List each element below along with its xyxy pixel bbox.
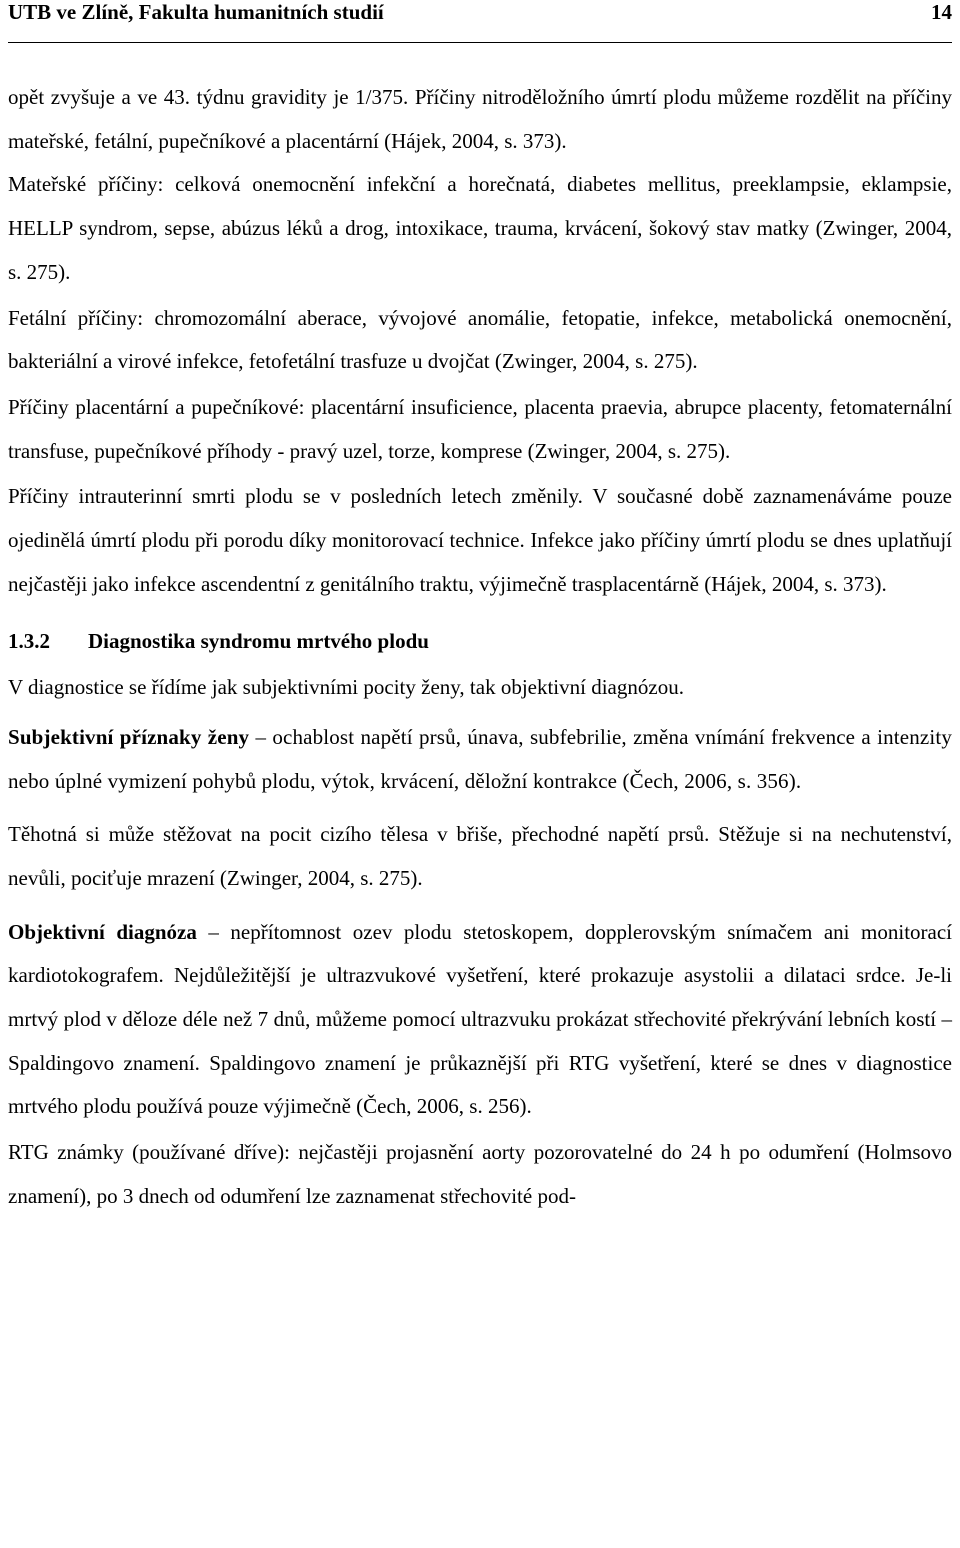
paragraph-diagnosis-intro: V diagnostice se řídíme jak subjektivními pocity ženy, tak objektivní diagnózou. bbox=[8, 675, 684, 700]
section-title: Diagnostika syndromu mrtvého plodu bbox=[88, 629, 429, 654]
objective-label: Objektivní diagnóza bbox=[8, 919, 197, 944]
paragraph-objective-diagnosis bbox=[8, 911, 952, 1130]
paragraph-fetal-causes: Fetální příčiny: chromozomální aberace, vývojové anomálie, fetopatie, infekce, metabolická onemocnění, bakteriální a virové infekce, fetofetální trasfuze u dvojčat (Zwinger, 2004, s. 275). bbox=[8, 305, 952, 374]
page-header bbox=[8, 0, 952, 43]
paragraph-changes: Příčiny intrauterinní smrti plodu se v posledních letech změnily. V současné době zaznamenáváme pouze ojedinělá úmrtí plodu při porodu díky monitorovací technice. Infekce jako příčiny úmrtí plodu se dnes uplatňují nejčastěji jako infekce ascendentní z genitálního traktu, výjimečně trasplacentárně (Hájek, 2004, s. 373). bbox=[8, 484, 952, 596]
page-number: 14 bbox=[931, 0, 952, 24]
header-title: UTB ve Zlíně, Fakulta humanitních studií bbox=[8, 0, 384, 24]
paragraph-maternal-causes: Mateřské příčiny: celková onemocnění infekční a horečnatá, diabetes mellitus, preeklampsie, eklampsie, HELLP syndrom, sepse, abúzus léků a drog, intoxikace, trauma, krvácení, šokový stav matky (Zwinger, 2004, s. 275). bbox=[8, 172, 952, 284]
subjective-label: Subjektivní příznaky ženy bbox=[8, 724, 250, 749]
paragraph-rtg-signs: RTG známky (používané dříve): nejčastěji projasnění aorty pozorovatelné do 24 h po odumření (Holmsovo znamení), po 3 dnech od odumření lze zaznamenat střechovité pod- bbox=[8, 1140, 952, 1208]
paragraph-subjective-symptoms bbox=[8, 716, 952, 803]
document-body bbox=[8, 76, 952, 1219]
subjective-text: – ochablost napětí prsů, únava, subfebrilie, změna vnímání frekvence a intenzity nebo úplné vymizení pohybů plodu, výtok, krvácení, děložní kontrakce (Čech, 2006, s. 356). bbox=[8, 724, 952, 793]
paragraph-pregnant-complaints: Těhotná si může stěžovat na pocit cizího tělesa v břiše, přechodné napětí prsů. Stěžuje si na nechutenství, nevůli, pociťuje mrazení (Zwinger, 2004, s. 275). bbox=[8, 822, 952, 890]
section-number: 1.3.2 bbox=[8, 629, 50, 654]
objective-text: – nepřítomnost ozev plodu stetoskopem, dopplerovským snímačem ani monitorací kardiotokografem. Nejdůležitější je ultrazvukové vyšetření, které prokazuje asystolii a dilataci srdce. Je-li mrtvý plod v děloze déle než 7 dnů, můžeme pomocí ultrazvuku prokázat střechovité překrývání lebních kostí – Spaldingovo znamení. Spaldingovo znamení je průkaznější při RTG vyšetření, které se dnes v diagnostice mrtvého plodu používá pouze výjimečně (Čech, 2006, s. 256). bbox=[8, 919, 952, 1119]
paragraph-intro-causes: opět zvyšuje a ve 43. týdnu gravidity je 1/375. Příčiny nitroděložního úmrtí plodu můžeme rozdělit na příčiny mateřské, fetální, pupečníkové a placentární (Hájek, 2004, s. 373). bbox=[8, 85, 952, 153]
paragraph-placental-causes: Příčiny placentární a pupečníkové: placentární insuficience, placenta praevia, abrupce placenty, fetomaternální transfuse, pupečníkové příhody - pravý uzel, torze, komprese (Zwinger, 2004, s. 275). bbox=[8, 394, 952, 463]
section-heading bbox=[8, 620, 952, 664]
